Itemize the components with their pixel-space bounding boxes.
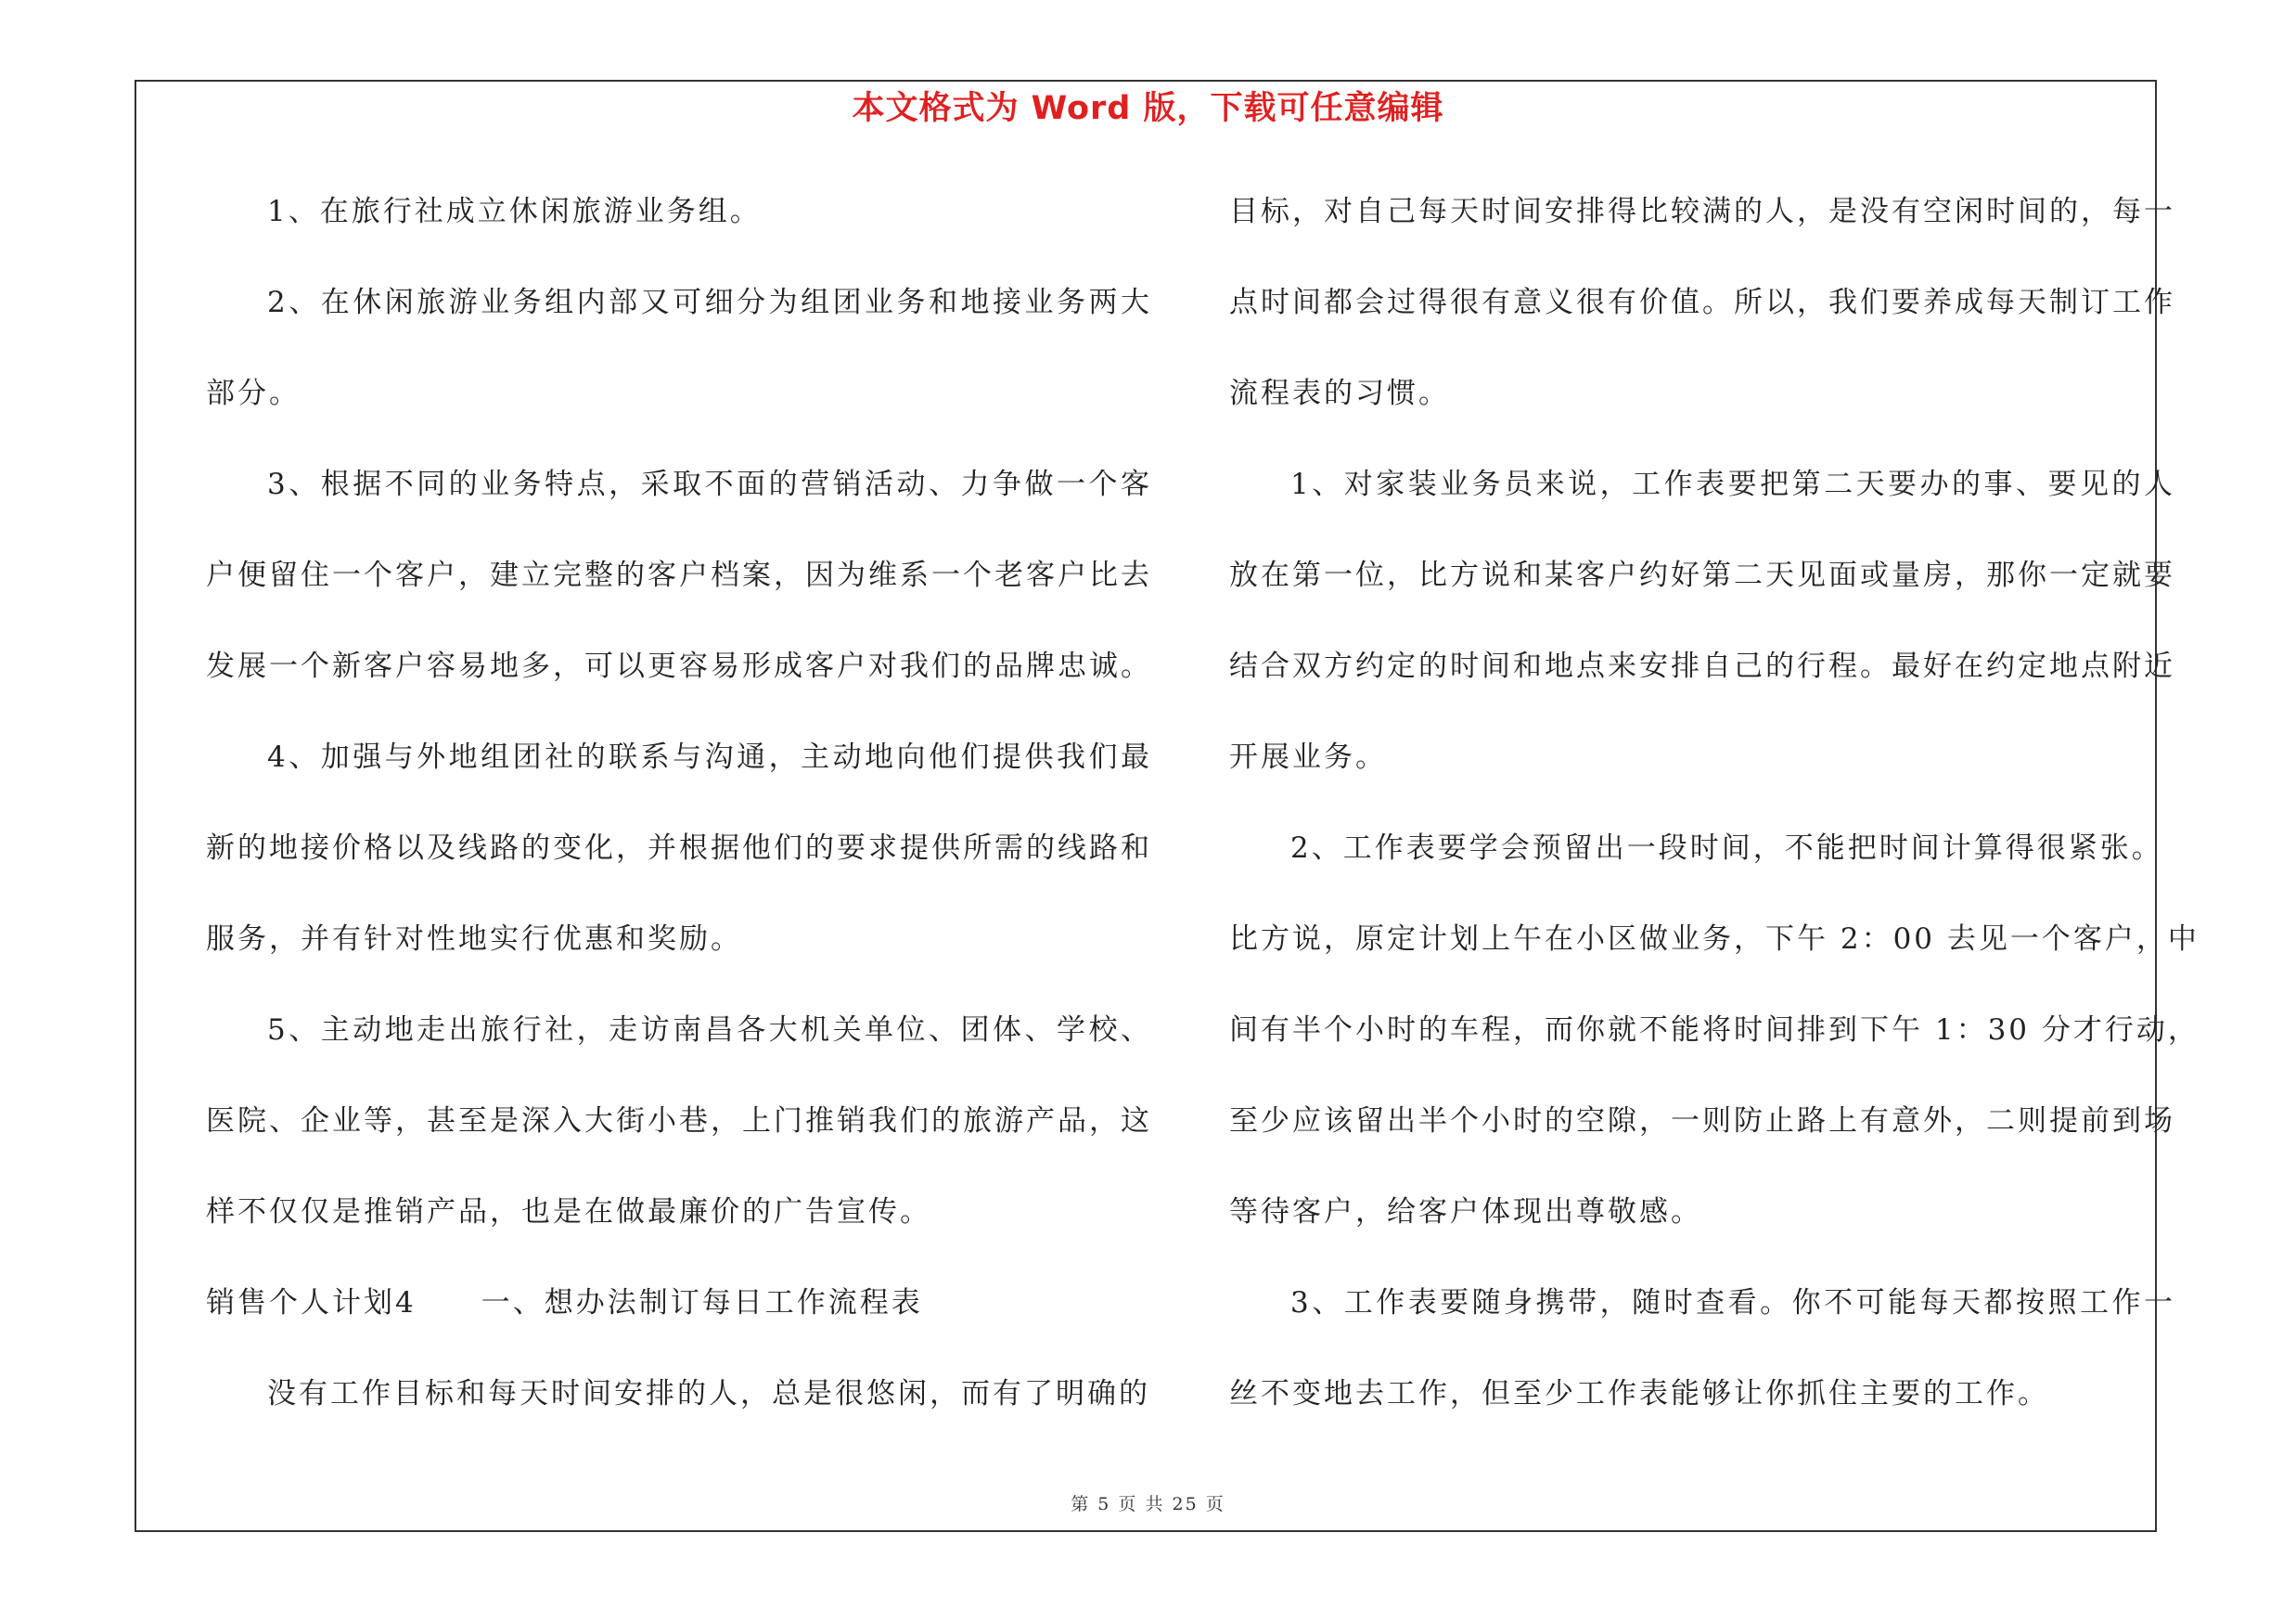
section-heading: [206, 1273, 1152, 1364]
paragraph-line: 点时间都会过得很有意义很有价值。所以，我们要养成每天制订工作: [1229, 286, 2175, 319]
paragraph-line: 没有工作目标和每天时间安排的人，总是很悠闲，而有了明确的: [267, 1377, 1150, 1410]
paragraph-line: 部分。: [206, 377, 301, 410]
paragraph-line: 间有半个小时的车程，而你就不能将时间排到下午 1：30 分才行动，: [1229, 1013, 2200, 1047]
paragraph-line: 医院、企业等，甚至是深入大街小巷，上门推销我们的旅游产品，这: [206, 1104, 1152, 1138]
paragraph-line: 目标，对自己每天时间安排得比较满的人，是没有空闲时间的，每一: [1229, 195, 2175, 228]
right-column: [1229, 182, 2200, 1455]
paragraph-line: 4、加强与外地组团社的联系与沟通，主动地向他们提供我们最: [267, 741, 1152, 774]
paragraph-line: 至少应该留出半个小时的空隙，一则防止路上有意外，二则提前到场: [1229, 1104, 2175, 1138]
paragraph-line: 结合双方约定的时间和地点来安排自己的行程。最好在约定地点附近: [1229, 650, 2175, 683]
paragraph-line: 发展一个新客户容易地多，可以更容易形成客户对我们的品牌忠诚。: [206, 650, 1152, 683]
paragraph-line: 户便留住一个客户，建立完整的客户档案，因为维系一个老客户比去: [206, 559, 1152, 592]
paragraph-line: 放在第一位，比方说和某客户约好第二天见面或量房，那你一定就要: [1229, 559, 2175, 592]
paragraph-line: 服务，并有针对性地实行优惠和奖励。: [206, 922, 742, 956]
paragraph-line: 2、工作表要学会预留出一段时间，不能把时间计算得很紧张。: [1290, 831, 2163, 865]
paragraph-line: 新的地接价格以及线路的变化，并根据他们的要求提供所需的线路和: [206, 831, 1152, 865]
paragraph-line: 丝不变地去工作，但至少工作表能够让你抓住主要的工作。: [1229, 1377, 2049, 1410]
paragraph-line: 5、主动地走出旅行社，走访南昌各大机关单位、团体、学校、: [267, 1013, 1152, 1047]
paragraph-line: 1、对家装业务员来说，工作表要把第二天要办的事、要见的人: [1290, 468, 2175, 501]
page-number: 第 5 页 共 25 页: [1071, 1494, 1225, 1514]
paragraph-line: 2、在休闲旅游业务组内部又可细分为组团业务和地接业务两大: [267, 286, 1152, 319]
paragraph-line: 1、在旅行社成立休闲旅游业务组。: [267, 195, 762, 228]
format-banner: 本文格式为 Word 版，下载可任意编辑: [852, 90, 1444, 127]
paragraph-line: 等待客户，给客户体现出尊敬感。: [1229, 1195, 1702, 1229]
paragraph-line: 3、根据不同的业务特点，采取不面的营销活动、力争做一个客: [267, 468, 1152, 501]
section-subtitle: 一、想办法制订每日工作流程表: [481, 1286, 923, 1320]
paragraph-line: 开展业务。: [1229, 741, 1387, 774]
section-title: 销售个人计划4: [206, 1286, 417, 1320]
paragraph-line: 样不仅仅是推销产品，也是在做最廉价的广告宣传。: [206, 1195, 931, 1229]
left-column: [206, 182, 1152, 1455]
paragraph-line: 流程表的习惯。: [1229, 377, 1450, 410]
paragraph-line: 3、工作表要随身携带，随时查看。你不可能每天都按照工作一: [1290, 1286, 2175, 1320]
paragraph-line: 比方说，原定计划上午在小区做业务，下午 2：00 去见一个客户，中: [1229, 922, 2200, 956]
